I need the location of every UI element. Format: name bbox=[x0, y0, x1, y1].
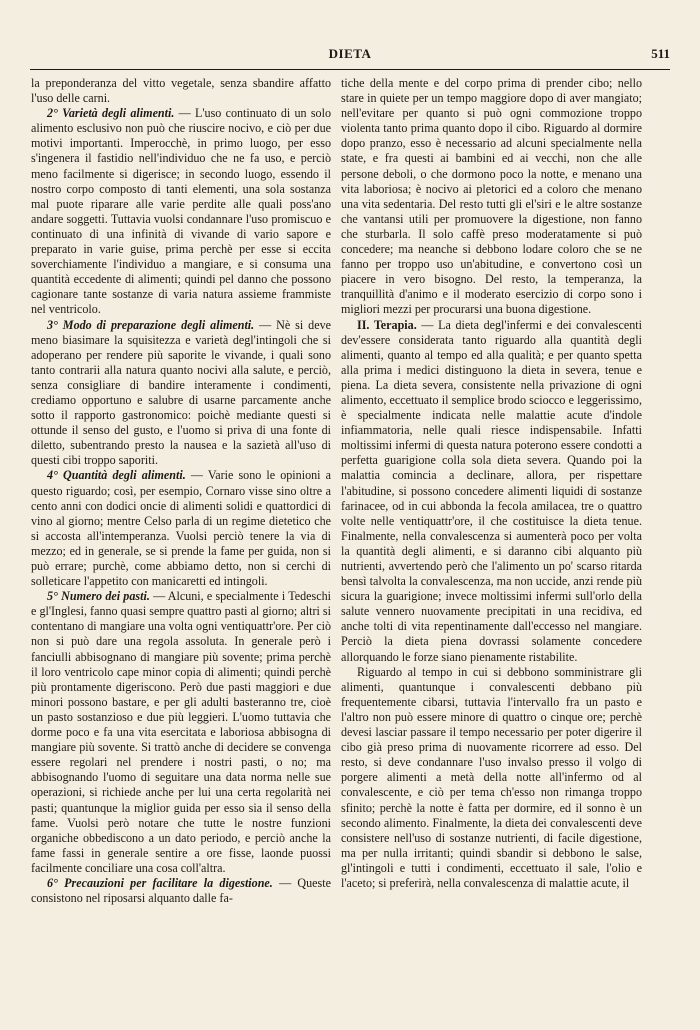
paragraph: II. Terapia. — La dieta degl'infermi e dei convalescenti dev'essere considerata tanto riguardo alla quantità degli alimenti, quanto al tempo ed alla qualità; e per quanto spetta alla prima i medici distinguono la dieta in severa, tenue e piena. La dieta severa, consistente nella privazione di ogni alimento, eccettuato il semplice brodo sciocco e leggerissimo, è specialmente indicata nelle malattie acute d'indole infiammatoria, nelle quali riesce indispensabile. Infatti moltissimi infermi di questa natura poterono essere condotti a perfetta guarigione colla sola dieta severa. Quando poi la malattia comincia a declinare, allora, per rispettare l'abitudine, si possono concedere alimenti liquidi di sostanze farinacee, od in cui abbonda la fecola amilacea, tre o quattro volte nelle ventiquattr'ore, il che costituisce la dieta tenue. Finalmente, nella convalescenza si aumenterà poco per volta la quantità degli alimenti, e si daranno cibi alquanto più nutrienti, avvertendo però che l'alimento un po' scarso ritarda bensì talvolta la convalescenza, ma non uccide, anzi rende più sicura la guarigione; invece moltissimi infermi sull'orlo della salute vennero nuovamente precipitati in una recidiva, ed anche tolti di vita repentinamente dall'eccesso nel mangiare. Perciò la dieta piena dovrassi solamente concedere allorquando le forze siano pienamente ristabilite. bbox=[341, 317, 642, 664]
paragraph: 3° Modo di preparazione degli alimenti. — Nè si deve meno biasimare la squisitezza e varietà degl'intingoli che si adoperano per rendere più saporite le vivande, i quali sono tanto contrarii alla natura quanto nocivi alla salute, e perciò, senza consigliare di bandire interamente i condimenti, crediamo opportuno e salubre di usarne parcamente anche sotto il rapporto gastronomico: poichè mediante questi si ottunde il senso del gusto, e l'uomo si priva di una fonte di diletto, subentrando presto la nausea e la sazietà all'uso di questi cibi troppo saporiti. bbox=[31, 317, 331, 468]
page-number: 511 bbox=[651, 46, 670, 61]
paragraph: 6° Precauzioni per facilitare la digestione. — Queste consistono nel riposarsi alquanto dalle fa- bbox=[31, 875, 331, 906]
paragraph: la preponderanza del vitto vegetale, senza sbandire affatto l'uso delle carni. bbox=[31, 76, 331, 106]
left-column bbox=[31, 76, 331, 1016]
page-title: DIETA bbox=[328, 46, 372, 61]
section-heading: 5° Numero dei pasti. bbox=[47, 589, 150, 604]
running-header bbox=[30, 46, 670, 66]
paragraph: 2° Varietà degli alimenti. — L'uso continuato di un solo alimento esclusivo non può che riuscire nocivo, e ciò per due motivi importanti. Imperocchè, in primo luogo, per esso s'ingenera il fastidio nell'individuo che ne fa uso, e perciò meno facilmente si digerisce; in secondo luogo, essendo il nostro corpo composto di tanti elementi, una sola sostanza mal puote riparare alle varie perdite alle quali poss'ano andare soggetti. Tuttavia vuolsi condannare l'uso promiscuo e continuato di una infinità di vivande di vario sapore e preparato in varie guise, prima perchè per esse si eccita soverchiamente l'individuo a mangiare, e si consuma una quantità eccedente di alimenti; quindi pel danno che possono cagionare tante sostanze di varia natura assieme frammiste nel ventricolo. bbox=[31, 106, 331, 317]
section-heading: 4° Quantità degli alimenti. bbox=[47, 468, 186, 483]
section-heading: 6° Precauzioni per facilitare la digestione. bbox=[47, 875, 273, 890]
section-heading: 3° Modo di preparazione degli alimenti. bbox=[47, 317, 255, 332]
right-column bbox=[341, 76, 642, 1016]
paragraph: 4° Quantità degli alimenti. — Varie sono le opinioni a questo riguardo; così, per esempio, Cornaro visse sino oltre a cento anni con dodici oncie di alimenti solidi e quattordici di vino al giorno; mentre Celso parla di un regime dietetico che si accosta all'intemperanza. Vuolsi perciò tenere la via di mezzo; ed in generale, se si prende la fame per guida, non si può errare; purchè, come abbiamo detto, non si cerchi di solleticare l'appetito con manicaretti ed intingoli. bbox=[31, 468, 331, 589]
header-rule bbox=[30, 69, 670, 70]
paragraph: 5° Numero dei pasti. — Alcuni, e specialmente i Tedeschi e gl'Inglesi, fanno quasi sempre quattro pasti al giorno; altri si contentano di mangiare una volta ogni ventiquattr'ore. Per ciò non si può dare una regola assoluta. In generale però i fanciulli abbisognano di mangiare più sovente; prima perchè il loro ventricolo cape minor copia di alimenti; quindi perchè più prontamente digeriscono. Però due pasti maggiori e due minori possono bastare, e per gli adulti basteranno tre, cioè un pasto sostanzioso e due più leggieri. L'uomo tuttavia che dorme poco e fa una vita esercitata e laboriosa abbisogna di mangiare più sovente. Si trattò anche di decidere se convenga essere regolari nel prendere i nostri pasti, o no; ma abbisognando l'uomo di seguitare una data norma nelle sue operazioni, si richiede anche per lui una certa regolarità nei pasti; quantunque la miglior guida per esso sia il senso della fame. Vuolsi però notare che tutte le nostre funzioni organiche obbediscono a un dato periodo, e perciò anche la fame fassi in generale sentire a ore fisse, laonde puossi facilmente conciliare una cosa coll'altra. bbox=[31, 589, 331, 875]
section-heading: 2° Varietà degli alimenti. bbox=[47, 106, 175, 121]
paragraph: tiche della mente e del corpo prima di prender cibo; nello stare in quiete per un tempo maggiore dopo di aver mangiato; nell'evitare per quanto si può ogni commozione troppo violenta tanto prima quanto dopo il cibo. Riguardo al dormire dopo pranzo, esso è necessario ad alcuni specialmente nella state, e fra questi ai bambini ed ai vecchi, non che alle persone deboli, o che dormono poco la notte, e menano una vita laboriosa; è nocivo ai pletorici ed a coloro che menano una vita sedentaria. Del resto tutti gli el'siri e le altre sostanze che vantansi utili per promuovere la digestione, non fanno che sturbarla. Il solo caffè preso moderatamente si può concedere; ma neanche si debbono lodare coloro che se ne fanno per troppo uso un'abitudine, e convertono così un piacere in vero bisogno. Del resto, la temperanza, la tranquillità d'animo e il moderato esercizio di corpo sono i migliori mezzi per procurarsi una buona digestione. bbox=[341, 76, 642, 317]
section-heading: II. Terapia. bbox=[357, 317, 417, 332]
paragraph: Riguardo al tempo in cui si debbono somministrare gli alimenti, quantunque i convalescenti debbano più frequentemente cibarsi, tuttavia l'intervallo fra un pasto e l'altro non può essere minore di quattro o cinque ore; perchè devesi lasciar passare il tempo necessario per poter digerire il cibo già preso prima di nuovamente ricorrere ad esso. Del resto, si deve condannare l'uso invalso presso il volgo di porgere alimenti a metà della notte all'infermo od al convalescente, e ciò per tema ch'esso non rimanga troppo sfinito; perchè la notte è fatta per dormire, ed il sonno è un secondo alimento. Finalmente, la dieta dei convalescenti deve consistere nell'uso di sostanze nutrienti, di facile digestione, ma per nulla irritanti; quindi sbandir si debbono le salse, gl'intingoli e tutti i condimenti, eccettuato il sale, l'olio e l'aceto; si preferirà, nella convalescenza di malattie acute, il bbox=[341, 664, 642, 890]
